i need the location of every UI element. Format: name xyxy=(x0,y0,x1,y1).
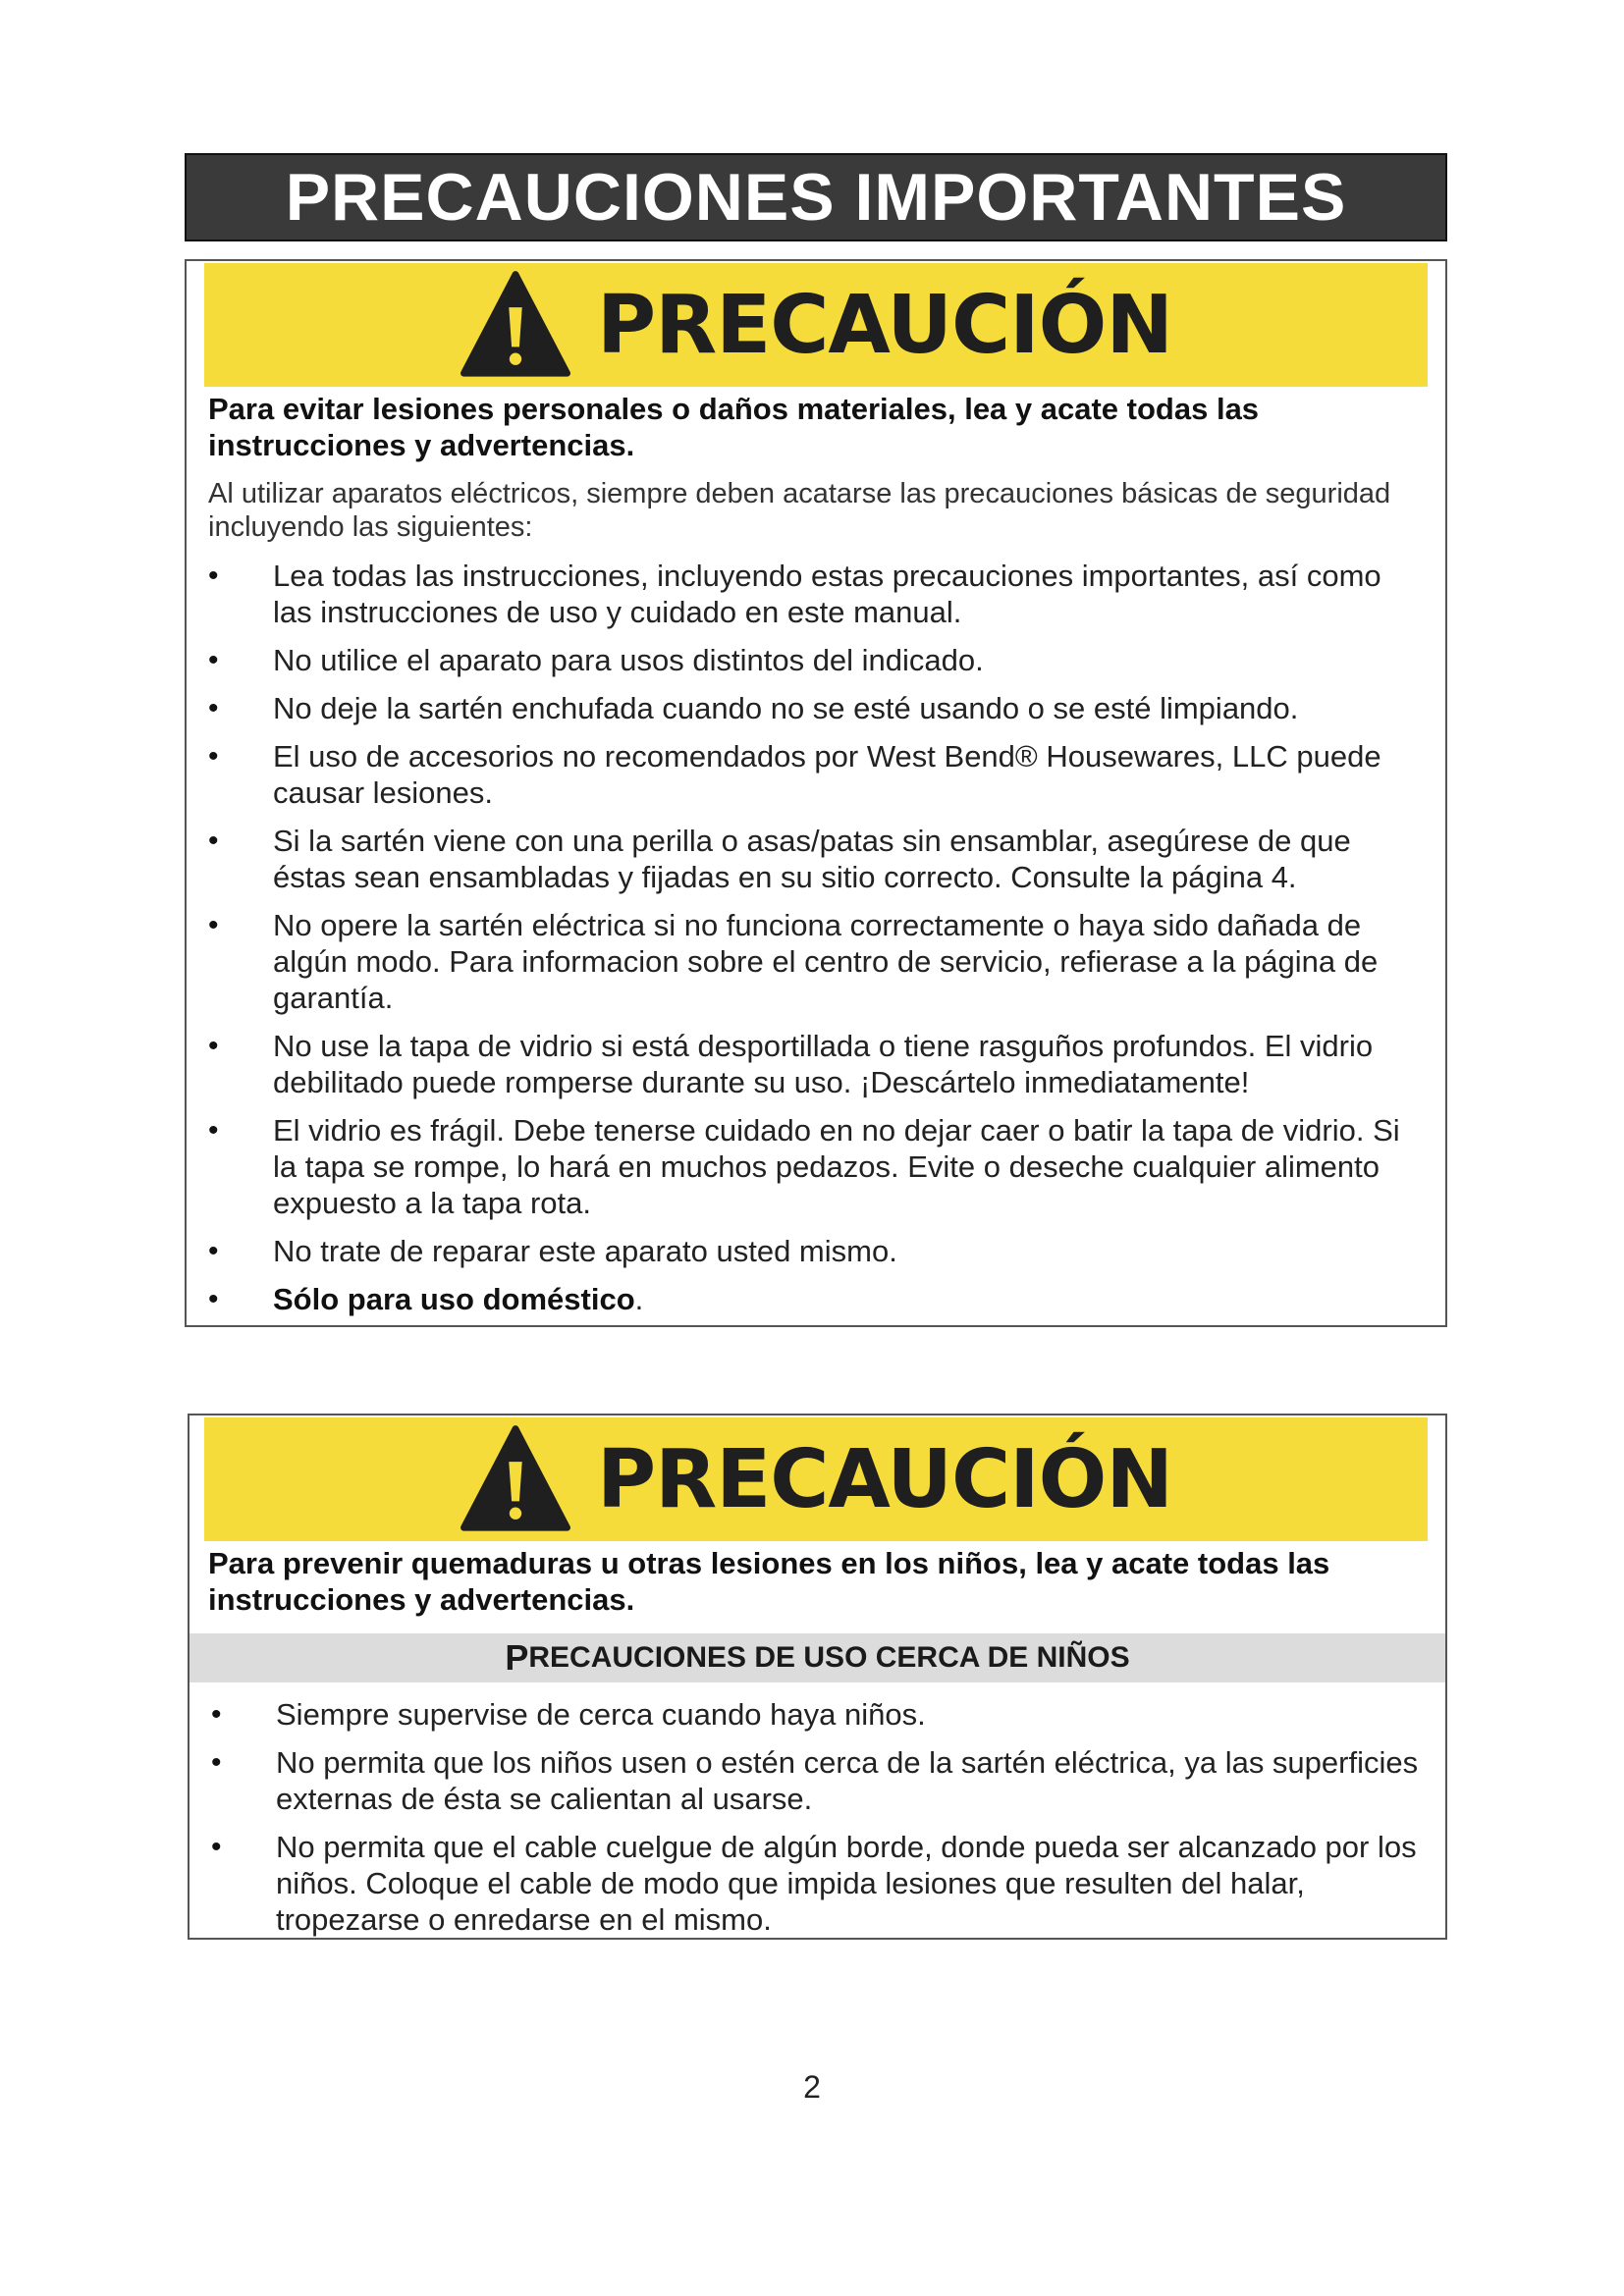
caution-banner xyxy=(204,1417,1428,1541)
caution-lead-text: Para evitar lesiones personales o daños materiales, lea y acate todas las instrucciones y advertencias. xyxy=(208,392,1260,462)
list-item: • No use la tapa de vidrio si está desportillada o tiene rasguños profundos. El vidrio debilitado puede romperse durante su uso. ¡Descártelo inmediatamente! xyxy=(187,1028,1445,1100)
household-only-text: Sólo para uso doméstico xyxy=(273,1282,635,1316)
list-item: • No deje la sartén enchufada cuando no se esté usando o se esté limpiando. xyxy=(187,690,1445,726)
page-number: 2 xyxy=(803,2069,821,2105)
heading-initial: P xyxy=(505,1637,529,1678)
caution-box-general xyxy=(185,259,1447,1327)
list-item-household-only xyxy=(187,1281,1445,1317)
caution-banner-text: PRECAUCIÓN xyxy=(597,278,1172,372)
list-item: • Si la sartén viene con una perilla o asas/patas sin ensamblar, asegúrese de que éstas sean ensambladas y fijadas en su sitio correcto. Consulte la página 4. xyxy=(187,823,1445,895)
list-item: • No opere la sartén eléctrica si no funciona correctamente o haya sido dañada de algún modo. Para informacion sobre el centro de servicio, refierase a la página de garantía. xyxy=(187,907,1445,1016)
children-precautions-list xyxy=(189,1696,1445,1949)
list-item: • El vidrio es frágil. Debe tenerse cuidado en no dejar caer o batir la tapa de vidrio. Si la tapa se rompe, lo hará en muchos pedazos. Evite o deseche cualquier alimento expuesto a la tapa rota. xyxy=(187,1112,1445,1221)
list-item: • No utilice el aparato para usos distintos del indicado. xyxy=(187,642,1445,678)
warning-triangle-icon xyxy=(460,270,571,380)
household-only-period: . xyxy=(634,1282,644,1316)
caution-lead-text: Para prevenir quemaduras u otras lesiones en los niños, lea y acate todas las instrucciones y advertencias. xyxy=(208,1546,1330,1617)
page-title-bar xyxy=(185,153,1447,241)
list-item: • El uso de accesorios no recomendados por West Bend® Housewares, LLC puede causar lesiones. xyxy=(187,738,1445,811)
page-title: PRECAUCIONES IMPORTANTES xyxy=(285,160,1347,235)
heading-rest: RECAUCIONES DE USO CERCA DE NIÑOS xyxy=(528,1641,1130,1674)
caution-box-children xyxy=(188,1414,1447,1940)
caution-intro-text: Al utilizar aparatos eléctricos, siempre deben acatarse las precauciones básicas de seguridad incluyendo las siguientes: xyxy=(208,478,1391,543)
children-precautions-heading xyxy=(189,1633,1445,1682)
list-item: • Siempre supervise de cerca cuando haya niños. xyxy=(189,1696,1445,1733)
caution-banner-text: PRECAUCIÓN xyxy=(597,1432,1172,1526)
list-item: • No permita que los niños usen o estén cerca de la sartén eléctrica, ya las superficies externas de ésta se calientan al usarse. xyxy=(189,1744,1445,1817)
list-item: • Lea todas las instrucciones, incluyendo estas precauciones importantes, así como las instrucciones de uso y cuidado en este manual. xyxy=(187,558,1445,630)
warning-triangle-icon xyxy=(460,1424,571,1534)
precautions-list xyxy=(187,558,1445,1329)
list-item: • No trate de reparar este aparato usted mismo. xyxy=(187,1233,1445,1269)
list-item: • No permita que el cable cuelgue de algún borde, donde pueda ser alcanzado por los niños. Coloque el cable de modo que impida lesiones que resulten del halar, tropezarse o enredarse en el mismo. xyxy=(189,1829,1445,1938)
caution-banner xyxy=(204,263,1428,387)
